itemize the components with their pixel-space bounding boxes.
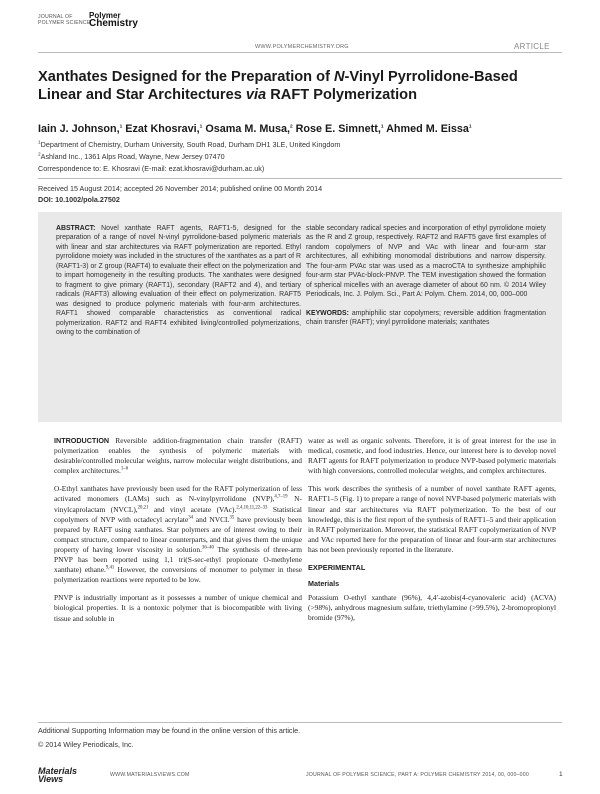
received-dates: Received 15 August 2014; accepted 26 November 2014; published online 00 Month 2014 <box>38 184 323 193</box>
materials-views-logo: Materials Views <box>38 766 78 784</box>
body-right-column <box>308 436 556 632</box>
body-left-column <box>54 436 302 632</box>
journal-name <box>38 14 90 26</box>
correspondence: Correspondence to: E. Khosravi (E-mail: ezat.khosravi@durham.ac.uk) <box>38 164 265 173</box>
keywords: KEYWORDS: amphiphilic star copolymers; reversible addition fragmentation chain transfer (RAFT); vinyl pyrrolidone materials; xanthates <box>306 309 546 327</box>
abstract-box <box>38 212 562 422</box>
abstract-left: ABSTRACT: Novel xanthate RAFT agents, RAFT1-5, designed for the preparation of a range of novel N-vinyl pyrrolidone-based polymeric materials with linear and star architectures via RAFT polymerization are reported. Ethyl pyrrolidone moiety was included in the structures of the xanthates as a part of R (RAFT1-3) or Z group (RAFT4) to evaluate their effect on the polymerization and to impart homogeneity in the resulting products. The xanthates were designed to fragment to give primary (RAFT1), secondary (RAFT2 and 4), and tertiary radicals (RAFT3) allowing evaluation of their effect on polymerization. RAFT5 was designed to produce polymeric materials with four-arm architectures. RAFT1 showed comparable characteristics as conventional radical polymerization. RAFT2 and RAFT4 exhibited living/controlled polymerizations, owing to the combination of <box>56 225 301 336</box>
intro-paragraph: INTRODUCTION Reversible addition-fragmentation chain transfer (RAFT) polymerization enables the synthesis of polymeric materials with desirable/controlled molecular weights, narrow molecular weight distributions, and complex architectures.$^{1-6}$ <box>54 436 302 476</box>
affiliation-rule <box>38 178 562 179</box>
uses-paragraph: water as well as organic solvents. Therefore, it is of great interest for the use in medical, cosmetic, and food industries. Hence, our interest here is to develop novel RAFT agents for RAFT polymerization to produce NVP-based polymeric materials with high conversions, controlled molecular weights, and complex architectures. <box>308 436 556 476</box>
pnvp-paragraph: PNVP is industrially important as it possesses a number of unique chemical and biological properties. It is a nontoxic polymer that is biocompatible with living tissue and soluble in <box>54 593 302 623</box>
journal-url[interactable]: WWW.POLYMERCHEMISTRY.ORG <box>255 44 349 50</box>
abstract-right: stable secondary radical species and incorporation of ethyl pyrrolidone moiety as the R and Z group, respectively. RAFT2 and RAFT5 gave first examples of random copolymers of NVP and VAc with linear and four-arm star architectures, all exhibiting monomodal distributions and narrow dispersity. The four-arm PVAc star was used as a macroCTA to synthesize amphiphilic four-arm star PVAc-block-PNVP. The TEM investigation showed the formation of spherical micelles with an average diameter of about 60 nm. © 2014 Wiley Periodicals, Inc. J. Polym. Sci., Part A: Polym. Chem. 2014, 00, 000–000 KEYWORDS: amphiphilic star copolymers; reversible addition fragmentation chain transfer (RAFT); vinyl pyrrolidone materials; xanthates <box>306 225 546 327</box>
footnote-rule <box>38 722 562 723</box>
journal-logo <box>89 12 138 28</box>
journal-line-1: JOURNAL OF <box>38 14 73 20</box>
logo-line-2: Chemistry <box>89 18 138 29</box>
footer-url[interactable]: WWW.MATERIALSVIEWS.COM <box>110 772 190 778</box>
header-rule <box>38 52 562 53</box>
author-list: Iain J. Johnson,$^1$ Ezat Khosravi,$^1$ Osama M. Musa,$^2$ Rose E. Simnett,$^1$ Ahmed M. Eissa$^1$ <box>38 123 472 135</box>
page-number: 1 <box>559 771 563 778</box>
affiliation-2: $^2$Ashland Inc., 1361 Alps Road, Wayne, New Jersey 07470 <box>38 152 225 161</box>
materials-heading: Materials <box>308 579 340 589</box>
footer-journal: JOURNAL OF POLYMER SCIENCE, PART A: POLYMER CHEMISTRY 2014, 00, 000–000 <box>306 772 529 778</box>
supporting-info-note: Additional Supporting Information may be found in the online version of this article. <box>38 726 301 735</box>
work-paragraph: This work describes the synthesis of a number of novel xanthate RAFT agents, RAFT1–5 (Fig. 1) to prepare a range of novel NVP-based polymeric materials with linear and star architectures via RAFT polymerization. To the best of our knowledge, this is the first report of the synthesis of RAFT1–5 and their application in RAFT polymerization. Moreover, the statistical RAFT copolymerization of NVP and VAc reported here for the preparation of linear and four-arm star architectures has not been previously reported in the literature. <box>308 484 556 554</box>
experimental-heading: EXPERIMENTAL <box>308 563 366 573</box>
affiliation-1: $^1$Department of Chemistry, Durham University, South Road, Durham DH1 3LE, United Kingdom <box>38 140 341 149</box>
logo-line-1: Polymer <box>89 11 121 20</box>
article-title: Xanthates Designed for the Preparation of N-Vinyl Pyrrolidone-Based Linear and Star Architectures via RAFT Polymerization <box>38 69 518 103</box>
materials-paragraph: Potassium O-ethyl xanthate (96%), 4,4′-azobis(4-cyanovaleric acid) (ACVA) (>98%), anhydrous magnesium sulfate, triethylamine (>99.5%), 2-bromopropionyl bromide (97%), <box>308 593 556 623</box>
doi[interactable]: DOI: 10.1002/pola.27502 <box>38 195 120 204</box>
journal-line-2: POLYMER SCIENCE <box>38 20 91 27</box>
copyright-note: © 2014 Wiley Periodicals, Inc. <box>38 740 134 749</box>
section-label: ARTICLE <box>514 42 550 51</box>
xanthate-paragraph: O-Ethyl xanthates have previously been used for the RAFT polymerization of less activated monomers (LAMs) such as N-vinylpyrrolidone (NVP),$^{4,7-19}$ N-vinylcaprolactam (NVCL),$^{20,21}$ and vinyl acetate (VAc).$^{2,4,10,11,22-33}$ Statistical copolymers of NVP with octadecyl acrylate$^{34}$ and NVCL$^{35}$ have previously been prepared by RAFT using xanthates. Star polymers are of interest owing to their compact structure, compared to linear counterparts, and that gives them the unique property of having lower viscosity in solution.$^{36-40}$ The synthesis of three-arm PNVP has been reported using 1,1 tri(S-sec-ethyl propionate O-methylene xanthate) ethane.$^{9,41}$ However, the conversions of monomer to polymer in these polymerization reactions were reported to be low. <box>54 484 302 585</box>
